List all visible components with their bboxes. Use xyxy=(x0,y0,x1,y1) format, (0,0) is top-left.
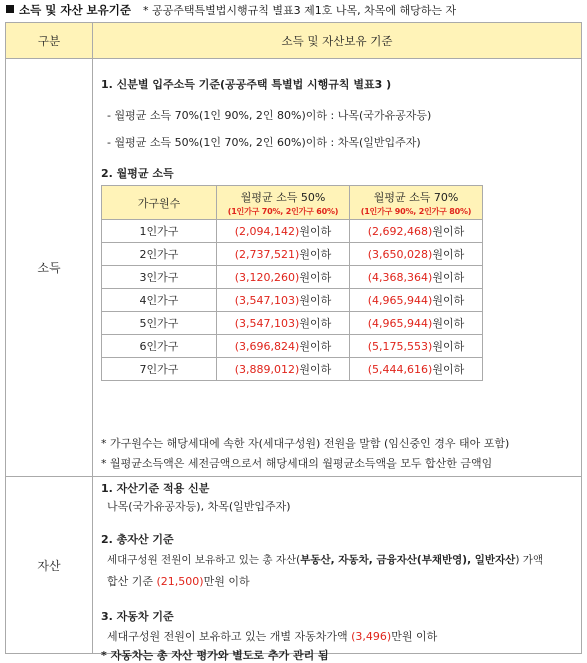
income70-suffix: 원이하 xyxy=(432,271,465,284)
asset-s2-line1-pre: 세대구성원 전원이 보유하고 있는 총 자산( xyxy=(107,554,301,566)
income70-suffix: 원이하 xyxy=(432,340,465,353)
household-cell: 5인가구 xyxy=(102,312,217,335)
asset-s2-line1 xyxy=(107,552,543,567)
income-label: 소득 xyxy=(6,59,93,477)
income50-cell xyxy=(217,266,350,289)
col-header-category: 구분 xyxy=(6,23,93,59)
income70-suffix: 원이하 xyxy=(432,294,465,307)
asset-s2-line1-bold: 부동산, 자동차, 금융자산(부채반영), 일반자산 xyxy=(300,554,516,566)
income-section1-title: 1. 신분별 입주소득 기준(공공주택 특별법 시행규칙 별표3 ) xyxy=(101,78,392,91)
income-content xyxy=(93,59,582,477)
asset-s2-line2-post: 만원 이하 xyxy=(203,575,250,588)
income70-cell xyxy=(350,289,483,312)
income70-value: (4,368,364) xyxy=(367,271,433,284)
asset-s2-title: 2. 총자산 기준 xyxy=(101,533,174,546)
page-title xyxy=(6,2,456,18)
income-criterion-1: - 월평균 소득 70%(1인 90%, 2인 80%)이하 : 나목(국가유공자등) xyxy=(107,109,432,122)
income-criterion-2: - 월평균 소득 50%(1인 70%, 2인 60%)이하 : 차목(일반입주자) xyxy=(107,136,421,149)
income70-value: (2,692,468) xyxy=(367,225,433,238)
income70-value: (4,965,944) xyxy=(367,317,433,330)
table-row xyxy=(102,312,483,335)
income50-value: (3,547,103) xyxy=(234,294,300,307)
sub-header-household: 가구원수 xyxy=(102,186,217,220)
income-footnote-1: * 가구원수는 해당세대에 속한 자(세대구성원) 전원을 말함 (임신중인 경우 태아 포함) xyxy=(101,437,510,450)
sub-header-70-note: (1인가구 90%, 2인가구 80%) xyxy=(360,206,472,216)
table-row xyxy=(102,243,483,266)
asset-note: * 자동차는 총 자산 평가와 별도로 추가 관리 됨 xyxy=(101,649,329,662)
income70-suffix: 원이하 xyxy=(432,363,465,376)
sub-header-70-label: 월평균 소득 70% xyxy=(373,190,459,204)
income70-cell xyxy=(350,266,483,289)
income50-cell xyxy=(217,243,350,266)
income70-cell xyxy=(350,243,483,266)
title-note: * 공공주택특별법시행규칙 별표3 제1호 나목, 차목에 해당하는 자 xyxy=(143,4,457,17)
household-cell: 3인가구 xyxy=(102,266,217,289)
income-section2-title: 2. 월평균 소득 xyxy=(101,167,174,180)
income70-cell xyxy=(350,335,483,358)
title-main: 소득 및 자산 보유기준 xyxy=(19,3,131,17)
income70-value: (3,650,028) xyxy=(367,248,433,261)
income70-cell xyxy=(350,312,483,335)
income50-value: (2,094,142) xyxy=(234,225,300,238)
asset-s3-line xyxy=(107,628,437,644)
asset-row xyxy=(6,477,582,654)
income50-cell xyxy=(217,358,350,381)
income70-suffix: 원이하 xyxy=(432,317,465,330)
income70-suffix: 원이하 xyxy=(432,248,465,261)
income50-cell xyxy=(217,289,350,312)
asset-s3-line-pre: 세대구성원 전원이 보유하고 있는 개별 자동차가액 xyxy=(107,630,352,643)
asset-s2-line2 xyxy=(107,573,250,589)
income50-cell xyxy=(217,335,350,358)
income70-cell xyxy=(350,358,483,381)
household-cell: 6인가구 xyxy=(102,335,217,358)
asset-s3-line-num: (3,496) xyxy=(351,630,392,643)
income50-suffix: 원이하 xyxy=(299,225,332,238)
income50-suffix: 원이하 xyxy=(299,363,332,376)
income50-value: (3,547,103) xyxy=(234,317,300,330)
income70-value: (4,965,944) xyxy=(367,294,433,307)
household-cell: 2인가구 xyxy=(102,243,217,266)
sub-header-70 xyxy=(350,186,483,220)
asset-content xyxy=(93,477,582,662)
income50-value: (3,696,824) xyxy=(234,340,300,353)
asset-label: 자산 xyxy=(6,477,93,654)
sub-header-row xyxy=(102,186,483,220)
income50-value: (2,737,521) xyxy=(234,248,300,261)
income50-suffix: 원이하 xyxy=(299,294,332,307)
income50-cell xyxy=(217,312,350,335)
asset-s1-title: 1. 자산기준 적용 신분 xyxy=(101,482,210,495)
table-row xyxy=(102,266,483,289)
asset-s2-line2-num: (21,500) xyxy=(156,575,204,588)
table-row xyxy=(102,220,483,243)
income50-value: (3,889,012) xyxy=(234,363,300,376)
household-cell: 4인가구 xyxy=(102,289,217,312)
household-cell: 1인가구 xyxy=(102,220,217,243)
income50-suffix: 원이하 xyxy=(299,271,332,284)
income70-suffix: 원이하 xyxy=(432,225,465,238)
square-bullet-icon xyxy=(6,5,14,13)
asset-s2-line1-post: ) 가액 xyxy=(515,554,544,566)
criteria-table xyxy=(5,22,582,662)
asset-s3-title: 3. 자동차 기준 xyxy=(101,610,174,623)
header-row xyxy=(6,23,582,59)
income70-value: (5,444,616) xyxy=(367,363,433,376)
income-threshold-table xyxy=(101,185,483,381)
income70-cell xyxy=(350,220,483,243)
asset-s1-line: 나목(국가유공자등), 차목(일반입주자) xyxy=(107,500,291,513)
sub-header-50-label: 월평균 소득 50% xyxy=(240,190,326,204)
table-row xyxy=(102,358,483,381)
income50-suffix: 원이하 xyxy=(299,248,332,261)
asset-s3-line-post: 만원 이하 xyxy=(391,630,438,643)
income50-cell xyxy=(217,220,350,243)
income50-suffix: 원이하 xyxy=(299,317,332,330)
household-cell: 7인가구 xyxy=(102,358,217,381)
income70-value: (5,175,553) xyxy=(367,340,433,353)
sub-header-50-note: (1인가구 70%, 2인가구 60%) xyxy=(227,206,339,216)
col-header-criteria: 소득 및 자산보유 기준 xyxy=(93,23,582,59)
income50-value: (3,120,260) xyxy=(234,271,300,284)
income-footnote-2: * 월평균소득액은 세전금액으로서 해당세대의 월평균소득액을 모두 합산한 금액임 xyxy=(101,457,493,470)
asset-s2-line2-pre: 합산 기준 xyxy=(107,575,157,588)
table-row xyxy=(102,289,483,312)
sub-header-50 xyxy=(217,186,350,220)
table-row xyxy=(102,335,483,358)
income-row xyxy=(6,59,582,477)
income50-suffix: 원이하 xyxy=(299,340,332,353)
